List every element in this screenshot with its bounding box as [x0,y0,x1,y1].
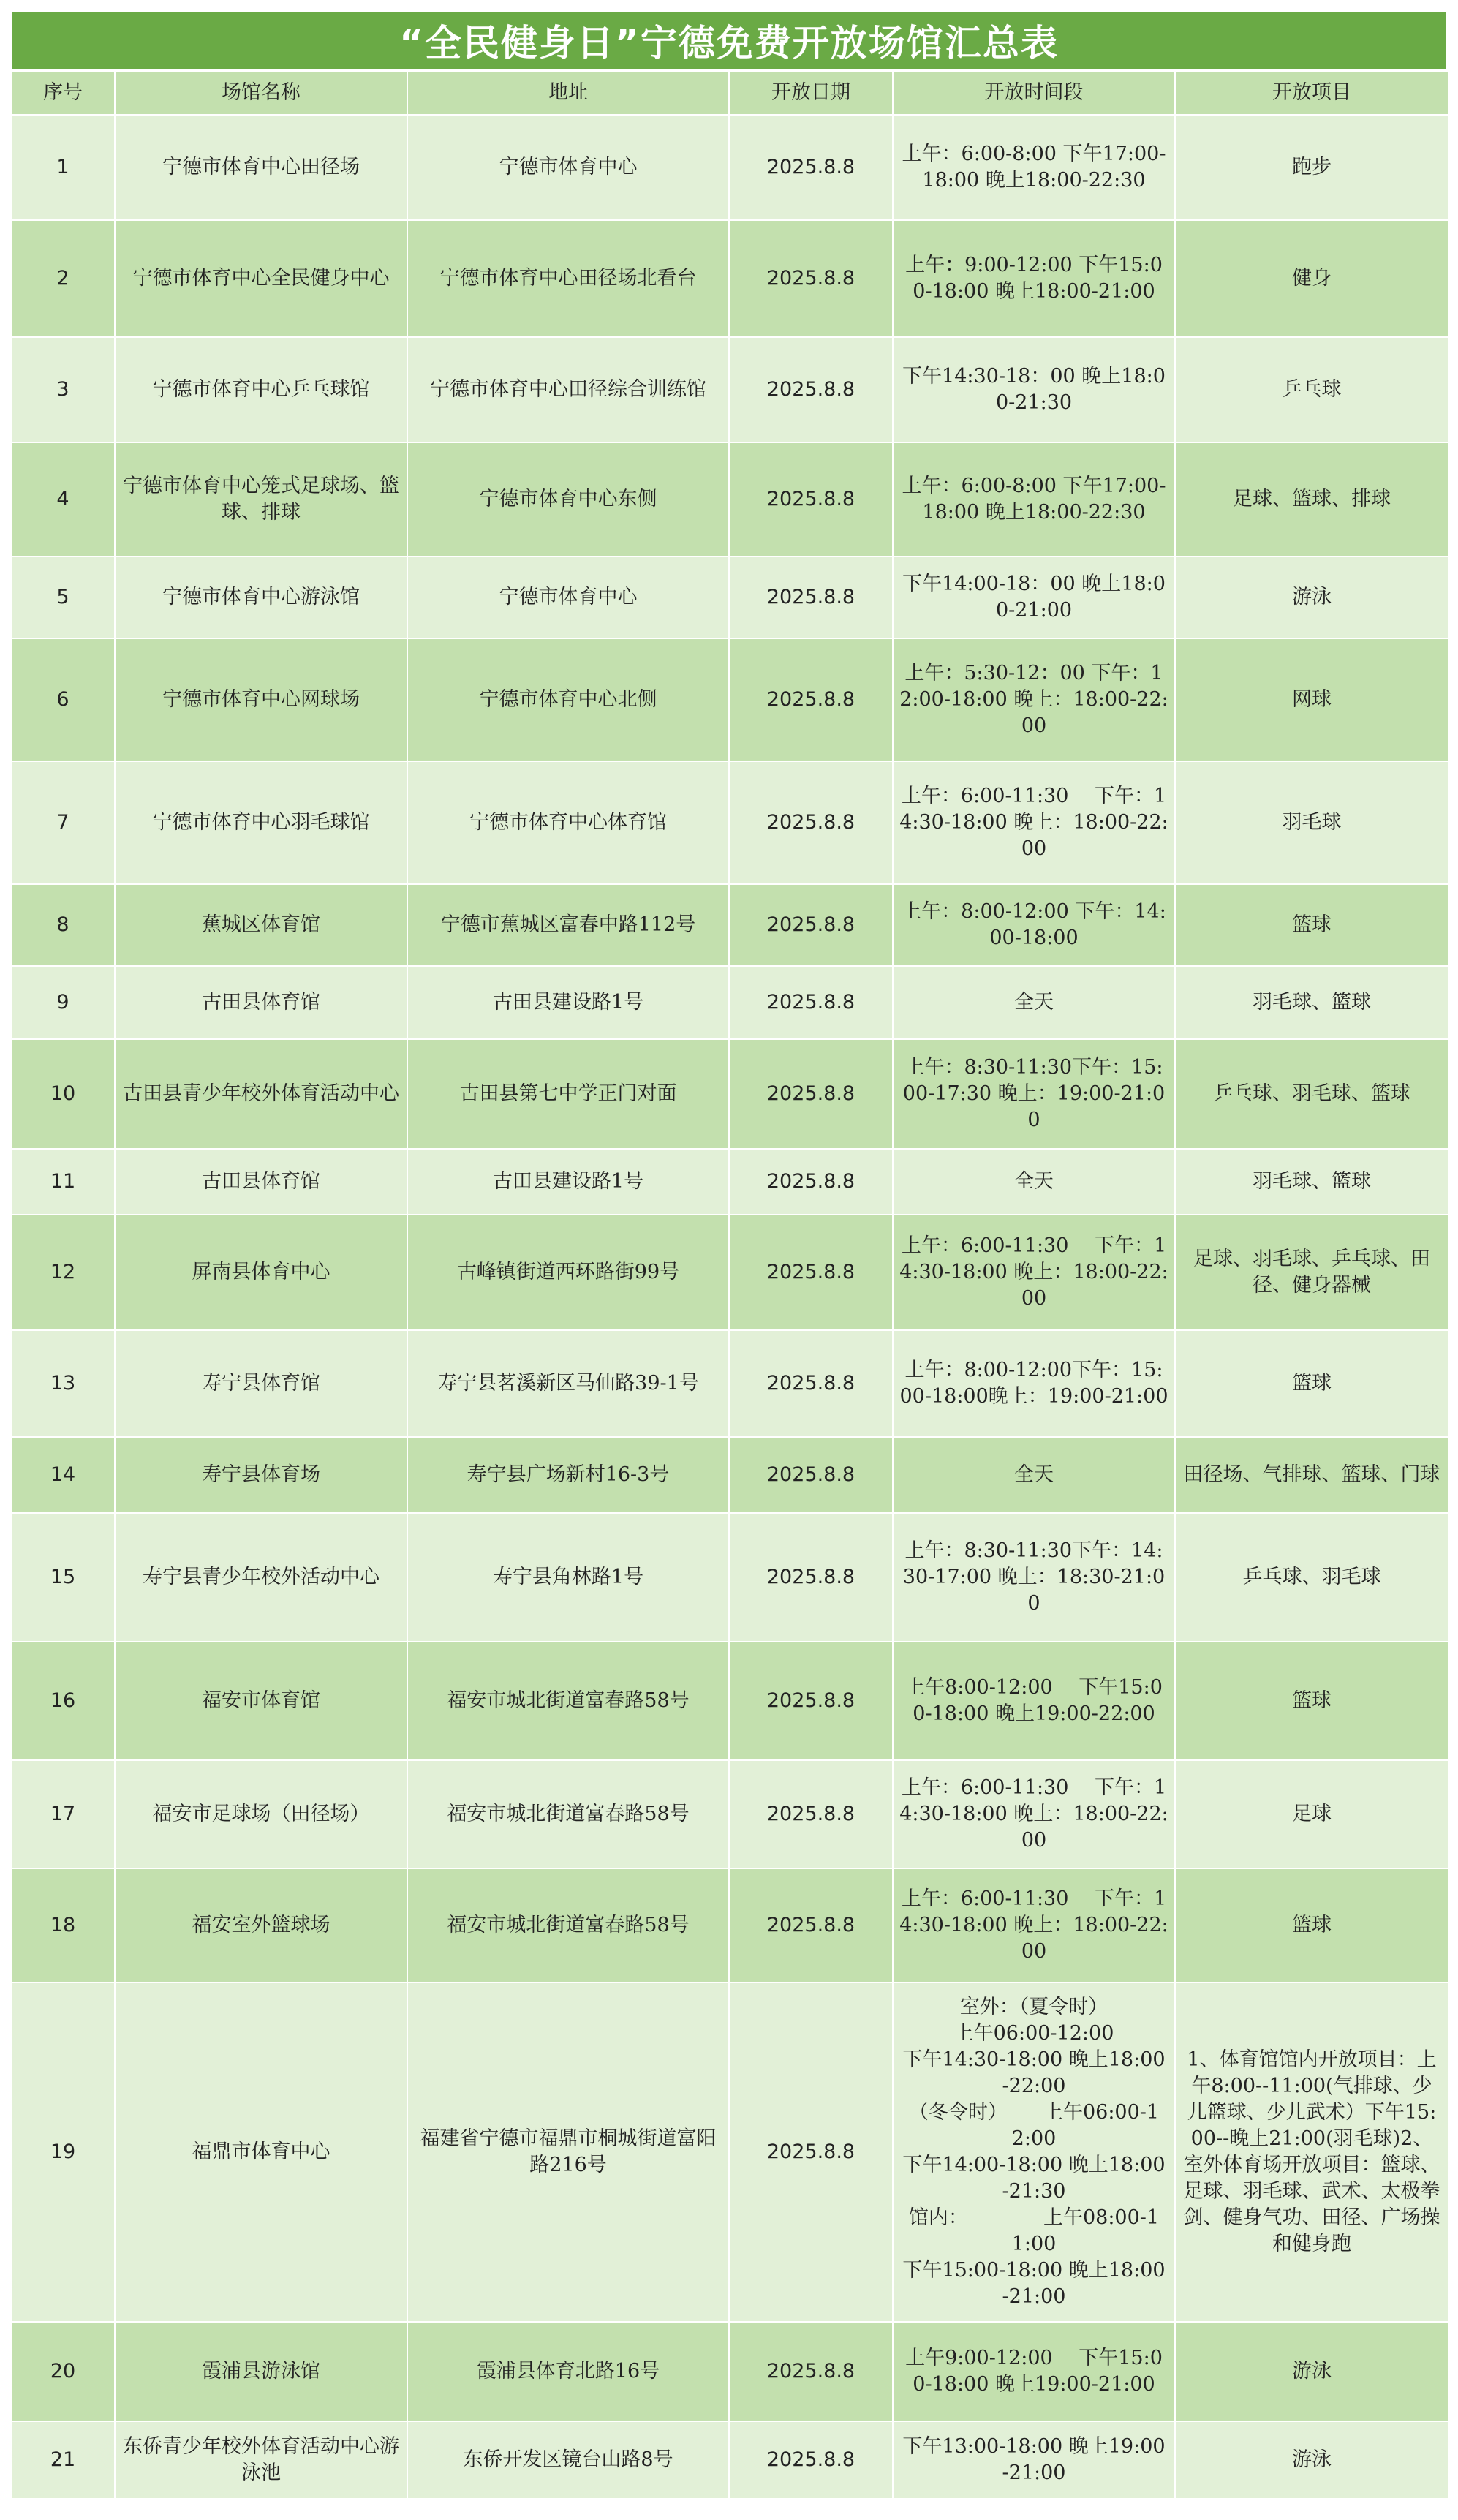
cell-open-items: 羽毛球、篮球 [1175,966,1448,1039]
cell-open-time: 上午：9:00-12:00 下午15:00-18:00 晚上18:00-21:00 [893,220,1175,337]
cell-address: 宁德市蕉城区富春中路112号 [407,884,729,966]
cell-open-time: 室外：（夏令时） 上午06:00-12:00 下午14:30-18:00 晚上18:00-22:00 （冬令时） 上午06:00-12:00 下午14:00-18:00 晚上18:00-21:30 馆内： 上午08:00-11:00 下午15:00-18:00 晚上18:00-21:00 [893,1983,1175,2322]
table-row [11,1149,1448,1215]
cell-number: 17 [11,1760,115,1868]
cell-venue-name: 宁德市体育中心乒乓球馆 [115,337,407,442]
cell-venue-name: 霞浦县游泳馆 [115,2322,407,2421]
cell-open-time: 上午：6:00-8:00 下午17:00-18:00 晚上18:00-22:30 [893,115,1175,220]
cell-open-date: 2025.8.8 [729,1149,893,1215]
cell-number: 19 [11,1983,115,2322]
table-row [11,1642,1448,1760]
cell-number: 11 [11,1149,115,1215]
cell-open-time: 下午13:00-18:00 晚上19:00-21:00 [893,2421,1175,2499]
cell-open-date: 2025.8.8 [729,557,893,638]
cell-open-date: 2025.8.8 [729,220,893,337]
cell-open-time: 下午14:30-18：00 晚上18:00-21:30 [893,337,1175,442]
cell-open-time: 上午：8:30-11:30下午：15:00-17:30 晚上：19:00-21:00 [893,1039,1175,1149]
cell-address: 宁德市体育中心北侧 [407,638,729,761]
cell-open-items: 乒乓球、羽毛球、篮球 [1175,1039,1448,1149]
cell-open-time: 全天 [893,1437,1175,1513]
header-venue-name: 场馆名称 [115,71,407,115]
cell-address: 古田县建设路1号 [407,1149,729,1215]
table-row [11,1760,1448,1868]
cell-open-items: 羽毛球、篮球 [1175,1149,1448,1215]
table-row [11,1513,1448,1642]
cell-open-date: 2025.8.8 [729,1760,893,1868]
cell-number: 5 [11,557,115,638]
cell-address: 宁德市体育中心田径综合训练馆 [407,337,729,442]
cell-open-time: 上午：8:00-12:00下午：15:00-18:00晚上：19:00-21:00 [893,1330,1175,1437]
cell-address: 宁德市体育中心 [407,115,729,220]
table-row [11,1437,1448,1513]
cell-number: 1 [11,115,115,220]
cell-venue-name: 宁德市体育中心全民健身中心 [115,220,407,337]
cell-open-date: 2025.8.8 [729,1437,893,1513]
table-row [11,1983,1448,2322]
cell-open-time: 上午：8:00-12:00 下午：14:00-18:00 [893,884,1175,966]
cell-number: 10 [11,1039,115,1149]
cell-open-items: 网球 [1175,638,1448,761]
table-row [11,2421,1448,2499]
cell-open-time: 下午14:00-18：00 晚上18:00-21:00 [893,557,1175,638]
cell-address: 福建省宁德市福鼎市桐城街道富阳路216号 [407,1983,729,2322]
cell-venue-name: 寿宁县体育馆 [115,1330,407,1437]
cell-address: 东侨开发区镜台山路8号 [407,2421,729,2499]
cell-venue-name: 宁德市体育中心羽毛球馆 [115,761,407,884]
header-open-time: 开放时间段 [893,71,1175,115]
venue-table [10,70,1449,2500]
header-address: 地址 [407,71,729,115]
cell-open-items: 篮球 [1175,1642,1448,1760]
cell-open-time: 上午：6:00-11:30 下午：14:30-18:00 晚上：18:00-22:00 [893,761,1175,884]
cell-open-time: 上午：8:30-11:30下午：14:30-17:00 晚上：18:30-21:00 [893,1513,1175,1642]
cell-open-items: 乒乓球 [1175,337,1448,442]
cell-open-date: 2025.8.8 [729,2421,893,2499]
cell-address: 古峰镇街道西环路街99号 [407,1215,729,1330]
cell-venue-name: 宁德市体育中心笼式足球场、篮球、排球 [115,442,407,557]
cell-open-time: 上午：6:00-11:30 下午：14:30-18:00 晚上：18:00-22:00 [893,1215,1175,1330]
cell-number: 20 [11,2322,115,2421]
cell-open-time: 上午：5:30-12：00 下午：12:00-18:00 晚上：18:00-22:00 [893,638,1175,761]
table-row [11,1330,1448,1437]
cell-address: 福安市城北街道富春路58号 [407,1868,729,1983]
table-row [11,884,1448,966]
cell-venue-name: 宁德市体育中心田径场 [115,115,407,220]
table-row [11,1039,1448,1149]
cell-open-items: 跑步 [1175,115,1448,220]
cell-number: 9 [11,966,115,1039]
cell-open-time: 上午9:00-12:00 下午15:00-18:00 晚上19:00-21:00 [893,2322,1175,2421]
cell-open-time: 上午：6:00-8:00 下午17:00-18:00 晚上18:00-22:30 [893,442,1175,557]
table-row [11,966,1448,1039]
cell-open-items: 1、体育馆馆内开放项目：上午8:00--11:00(气排球、少儿篮球、少儿武术）下午15:00--晚上21:00(羽毛球)2、室外体育场开放项目：篮球、足球、羽毛球、武术、太极拳剑、健身气功、田径、广场操和健身跑 [1175,1983,1448,2322]
cell-number: 15 [11,1513,115,1642]
cell-open-items: 田径场、气排球、篮球、门球 [1175,1437,1448,1513]
header-open-items: 开放项目 [1175,71,1448,115]
cell-open-items: 足球、羽毛球、乒乓球、田径、健身器械 [1175,1215,1448,1330]
cell-address: 寿宁县茗溪新区马仙路39-1号 [407,1330,729,1437]
cell-open-time: 全天 [893,966,1175,1039]
sheet-title: “全民健身日”宁德免费开放场馆汇总表 [10,10,1448,70]
cell-number: 21 [11,2421,115,2499]
cell-venue-name: 屏南县体育中心 [115,1215,407,1330]
cell-open-items: 游泳 [1175,557,1448,638]
cell-venue-name: 寿宁县体育场 [115,1437,407,1513]
cell-open-time: 上午：6:00-11:30 下午：14:30-18:00 晚上：18:00-22:00 [893,1868,1175,1983]
cell-open-date: 2025.8.8 [729,1513,893,1642]
table-row [11,115,1448,220]
cell-number: 14 [11,1437,115,1513]
cell-open-date: 2025.8.8 [729,2322,893,2421]
header-no: 序号 [11,71,115,115]
cell-open-date: 2025.8.8 [729,761,893,884]
cell-open-items: 游泳 [1175,2322,1448,2421]
cell-number: 12 [11,1215,115,1330]
cell-address: 古田县建设路1号 [407,966,729,1039]
cell-venue-name: 福安市足球场（田径场） [115,1760,407,1868]
table-row [11,638,1448,761]
cell-venue-name: 宁德市体育中心网球场 [115,638,407,761]
cell-address: 古田县第七中学正门对面 [407,1039,729,1149]
cell-open-time: 上午8:00-12:00 下午15:00-18:00 晚上19:00-22:00 [893,1642,1175,1760]
cell-open-date: 2025.8.8 [729,1868,893,1983]
cell-venue-name: 福鼎市体育中心 [115,1983,407,2322]
cell-number: 4 [11,442,115,557]
cell-open-items: 篮球 [1175,1868,1448,1983]
cell-venue-name: 东侨青少年校外体育活动中心游泳池 [115,2421,407,2499]
cell-number: 13 [11,1330,115,1437]
cell-address: 寿宁县角林路1号 [407,1513,729,1642]
table-row [11,220,1448,337]
table-row [11,337,1448,442]
cell-open-items: 游泳 [1175,2421,1448,2499]
cell-open-items: 足球、篮球、排球 [1175,442,1448,557]
cell-open-items: 健身 [1175,220,1448,337]
cell-open-date: 2025.8.8 [729,1983,893,2322]
cell-open-items: 乒乓球、羽毛球 [1175,1513,1448,1642]
cell-venue-name: 古田县体育馆 [115,1149,407,1215]
cell-open-date: 2025.8.8 [729,1642,893,1760]
cell-open-date: 2025.8.8 [729,1039,893,1149]
cell-number: 16 [11,1642,115,1760]
cell-venue-name: 古田县青少年校外体育活动中心 [115,1039,407,1149]
cell-number: 3 [11,337,115,442]
cell-open-date: 2025.8.8 [729,115,893,220]
cell-open-time: 全天 [893,1149,1175,1215]
table-row [11,2322,1448,2421]
cell-venue-name: 寿宁县青少年校外活动中心 [115,1513,407,1642]
header-row [11,71,1448,115]
cell-open-items: 篮球 [1175,1330,1448,1437]
cell-number: 2 [11,220,115,337]
cell-open-items: 足球 [1175,1760,1448,1868]
cell-open-date: 2025.8.8 [729,442,893,557]
cell-number: 6 [11,638,115,761]
cell-venue-name: 福安室外篮球场 [115,1868,407,1983]
cell-open-date: 2025.8.8 [729,337,893,442]
cell-open-date: 2025.8.8 [729,1215,893,1330]
cell-open-items: 羽毛球 [1175,761,1448,884]
cell-number: 8 [11,884,115,966]
table-row [11,1868,1448,1983]
cell-open-date: 2025.8.8 [729,638,893,761]
cell-address: 福安市城北街道富春路58号 [407,1760,729,1868]
summary-sheet [10,10,1448,2500]
cell-address: 霞浦县体育北路16号 [407,2322,729,2421]
table-row [11,761,1448,884]
cell-open-date: 2025.8.8 [729,884,893,966]
cell-address: 寿宁县广场新村16-3号 [407,1437,729,1513]
cell-number: 7 [11,761,115,884]
cell-number: 18 [11,1868,115,1983]
cell-address: 宁德市体育中心东侧 [407,442,729,557]
cell-open-items: 篮球 [1175,884,1448,966]
table-row [11,557,1448,638]
cell-venue-name: 宁德市体育中心游泳馆 [115,557,407,638]
cell-address: 宁德市体育中心 [407,557,729,638]
cell-venue-name: 蕉城区体育馆 [115,884,407,966]
header-open-date: 开放日期 [729,71,893,115]
cell-address: 宁德市体育中心体育馆 [407,761,729,884]
cell-open-date: 2025.8.8 [729,966,893,1039]
table-row [11,1215,1448,1330]
cell-address: 宁德市体育中心田径场北看台 [407,220,729,337]
cell-venue-name: 福安市体育馆 [115,1642,407,1760]
cell-venue-name: 古田县体育馆 [115,966,407,1039]
cell-address: 福安市城北街道富春路58号 [407,1642,729,1760]
cell-open-time: 上午：6:00-11:30 下午：14:30-18:00 晚上：18:00-22:00 [893,1760,1175,1868]
cell-open-date: 2025.8.8 [729,1330,893,1437]
table-row [11,442,1448,557]
